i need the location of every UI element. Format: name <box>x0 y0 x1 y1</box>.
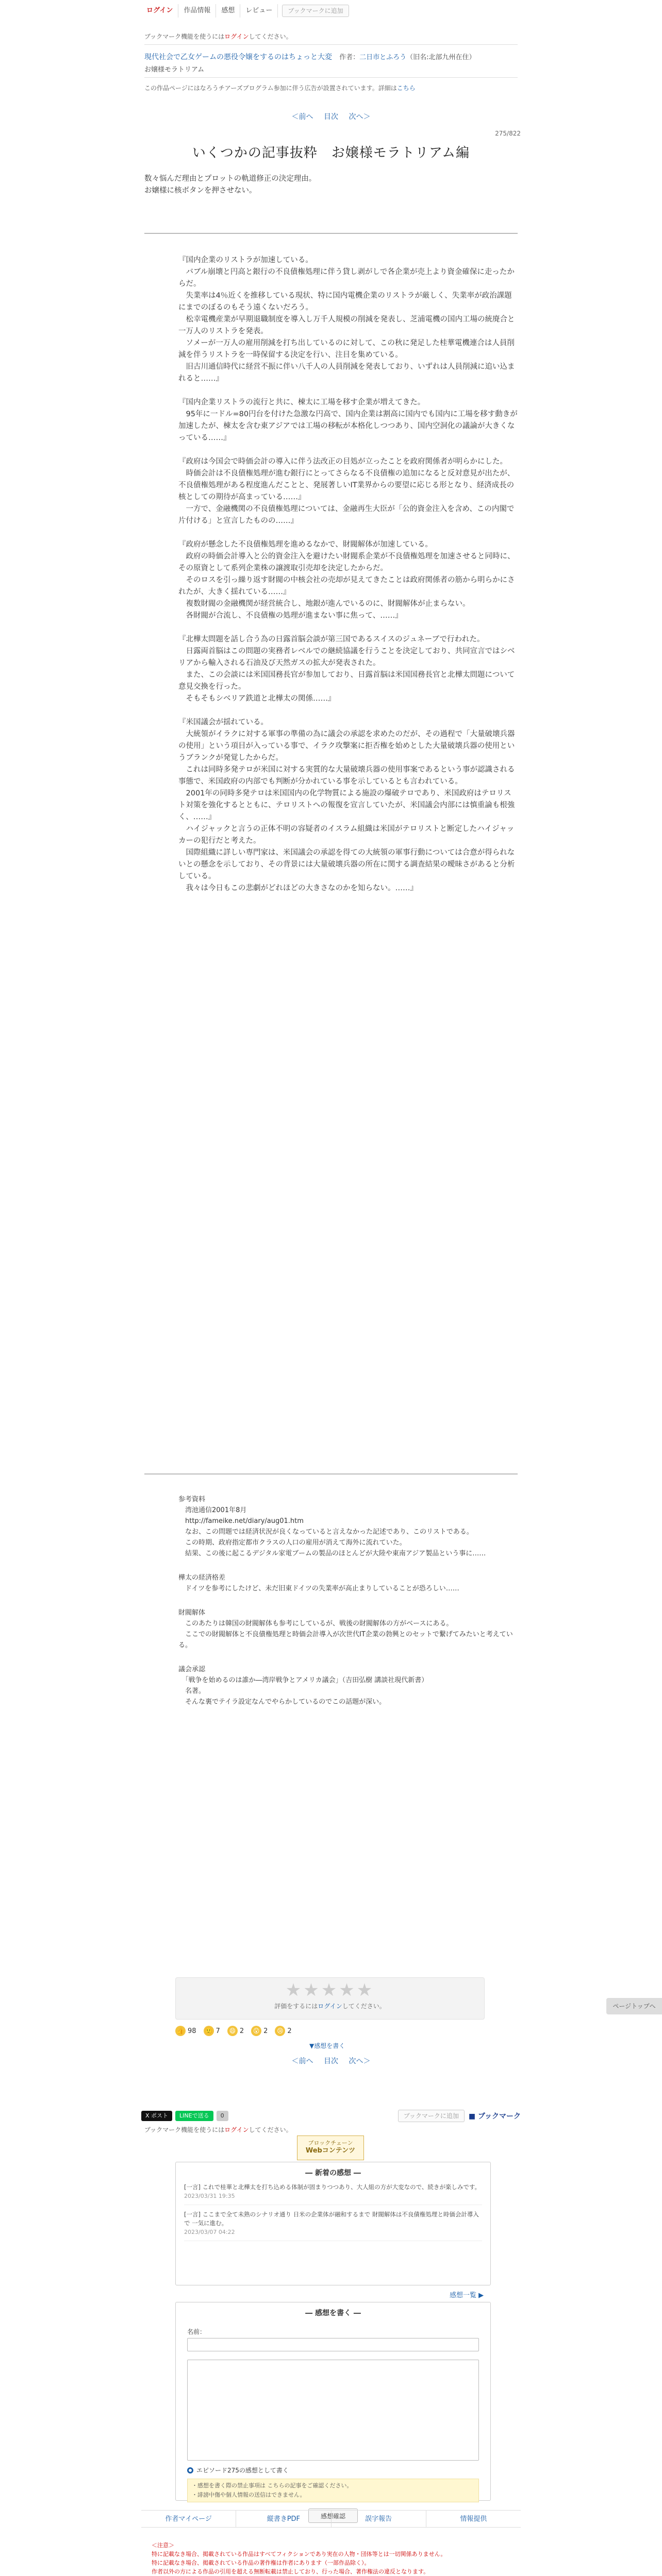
nav-impressions[interactable]: 感想 <box>216 4 240 18</box>
reaction-emoji-icon: 🙂 <box>204 2026 214 2036</box>
notice-block <box>152 2541 517 2576</box>
typo-report-link[interactable]: 誤字報告 <box>332 2511 426 2527</box>
body-paragraph: 一方で、金融機関の不良債権処理については、金融再生大臣が「公的資金注入を含め、この内閣で片付ける」と宣言したものの……』 <box>178 505 515 525</box>
author-page-link[interactable]: 作者マイページ <box>141 2511 236 2527</box>
bookmark-icon: ■ <box>468 2112 476 2121</box>
reaction-button[interactable] <box>175 2026 196 2036</box>
body-paragraph: 大統領がイラクに対する軍事の準備の為に議会の承認を求めたのだが、その過程で「大量破壊兵器の使用」という項目が入っている事で、イラク攻撃案に拒否権を始めとした大量破壊兵器の使用というブランクが発覚したからだ。 <box>178 730 515 762</box>
impression-text: [一言] これで桂華と北樺太を打ち込める体制が固まりつつあり、大人組の方が大変なので、続きが楽しみです。 <box>184 2183 481 2191</box>
name-label: 名前： <box>187 2328 206 2335</box>
blank-line <box>178 444 519 456</box>
reference-line: 結果、この後に起こるデジタル家電ブームの製品のほとんどが大陸や東南アジア製品という事に…… <box>178 1550 486 1557</box>
reaction-button[interactable] <box>251 2026 268 2036</box>
notice-head: ＜注意＞ <box>152 2542 174 2549</box>
body-paragraph: 我々は今日もこの悲劇がどれほどの大きさなのかを知らない。……』 <box>178 884 418 892</box>
notice-line: 特に記載なき場合、掲載されている作品はすべてフィクションであり実在の人物・団体等とは一切関係ありません。 <box>152 2551 446 2557</box>
ad-note <box>144 83 518 92</box>
impressions-title: ― 新着の感想 ― <box>305 2169 361 2177</box>
body-paragraph: また、この会談には米国国務長官が参加しており、日露首脳は米国国務長官と北樺太問題について意見交換を行った。 <box>178 671 515 691</box>
impression-meta: 2023/03/07 04:22 <box>184 2229 235 2235</box>
next-link[interactable]: 次へ＞ <box>349 113 371 121</box>
preface <box>144 173 518 197</box>
reaction-emoji-icon: 😮 <box>251 2026 261 2036</box>
confirm-impression-button[interactable]: 感想確認 <box>308 2509 358 2523</box>
author-label: 作者： <box>339 54 360 61</box>
reaction-emoji-icon: 😢 <box>275 2026 285 2036</box>
prev-link[interactable]: ＜前へ <box>291 2057 313 2065</box>
nav-info[interactable]: 作品情報 <box>178 4 216 18</box>
reference-line: 湾池通信2001年8月 <box>178 1506 247 1514</box>
name-input[interactable] <box>187 2338 479 2351</box>
series-subtitle: お嬢様モラトリアム <box>144 66 205 74</box>
rating-login-link[interactable]: ログイン <box>318 2003 342 2010</box>
rating-note-prefix: 評価をするには <box>274 2003 318 2010</box>
series-header <box>144 52 518 74</box>
radio-selected-icon <box>187 2467 193 2473</box>
share-x-button[interactable]: X ポスト <box>141 2111 172 2121</box>
login-note-suffix: してください。 <box>249 2126 292 2133</box>
ad-note-link[interactable]: こちら <box>396 84 416 92</box>
ad-note-text: この作品ページにはなろうチアーズプログラム参加に伴う広告が設置されています。詳細は <box>144 84 397 92</box>
share-row <box>141 2109 521 2123</box>
toc-link[interactable]: 目次 <box>324 2057 338 2065</box>
body-paragraph: 旧古川通信時代に経営不振に伴い八千人の人員削減を発表しており、いずれは人員削減に追い込まれると……』 <box>178 363 515 383</box>
write-title: ― 感想を書く ― <box>305 2309 361 2317</box>
body-paragraph: 『米国議会が揺れている。 <box>178 718 268 726</box>
author-link[interactable]: 二日市とふろう <box>359 54 407 61</box>
references-heading: 参考資料 <box>178 1496 206 1503</box>
login-note-suffix: してください。 <box>249 33 292 40</box>
bookmark-add-button[interactable]: ブックマークに追加 <box>282 5 349 17</box>
impression-textarea[interactable] <box>187 2360 479 2461</box>
reaction-count: 98 <box>188 2027 196 2035</box>
reference-line: なお、この問題では経済状況が良くなっていると言えなかった記述であり、このリストである。 <box>178 1528 473 1536</box>
vertical-pdf-link[interactable]: 縦書きPDF <box>236 2511 331 2527</box>
impression-item[interactable] <box>184 2210 482 2241</box>
share-line-button[interactable]: LINEで送る <box>175 2111 213 2121</box>
pager-top <box>144 111 518 122</box>
body-paragraph: そのロスを引っ繰り返す財閥の中核会社の売却が見えてきたことは政府関係者の筋から明らかにされたが、大きく揺れている……』 <box>178 576 515 596</box>
login-note-prefix: ブックマーク機能を使うには <box>144 2126 225 2133</box>
preface-line: 数々悩んだ理由とプロットの軌道修正の決定理由。 <box>144 175 317 183</box>
impression-item[interactable] <box>184 2183 482 2205</box>
guide-line: ・感想を書く際の禁止事項は こちらの記事をご確認ください。 <box>192 2482 353 2489</box>
rating-note-suffix: してください。 <box>342 2003 386 2010</box>
reaction-button[interactable] <box>204 2026 220 2036</box>
body-paragraph: 『国内企業のリストラが加速している。 <box>178 256 313 264</box>
guide-line: ・誹謗中傷や個人情報の送信はできません。 <box>192 2492 306 2498</box>
notice-line: 作者以外の方による作品の引用を超える無断転載は禁止しており、行った場合、著作権法の違反となります。 <box>152 2568 429 2575</box>
login-note-prefix: ブックマーク機能を使うには <box>144 33 225 40</box>
body-paragraph: 『国内企業リストラの流行と共に、棟太に工場を移す企業が増えてきた。 <box>178 398 425 406</box>
blockchain-content-logo[interactable] <box>297 2136 364 2160</box>
blank-line <box>178 385 519 397</box>
body-paragraph: 各財閥が合流し、不良債権の処理が進まない事に焦って、……』 <box>178 612 403 620</box>
references-list <box>178 1505 519 1559</box>
body-paragraph: 95年に一ドル=80円台を付けた急激な円高で、国内企業は割高に国内でも国内に工場を移す動きが加速したが、棟太を含む東アジアでは工場の移転が本格化しつつあり、国内空洞化の議論が大きくなっている……』 <box>178 410 518 442</box>
impression-text: [一言] ここまで全て未熟のシナリオ通り 日米の企業体が融和するまで 財閥解体は不良債権処理と時価会計導入で 一気に進む。 <box>184 2211 479 2227</box>
reaction-count: 2 <box>287 2027 292 2035</box>
reaction-count: 7 <box>216 2027 220 2035</box>
body-paragraph: これは同時多発テロが米国に対する実質的な大量破壊兵器の使用事案であるという事が認識される事態で、米国政府の内部でも判断が分かれている事を示しているとも言われている。 <box>178 766 515 786</box>
bookmark-add-button[interactable]: ブックマークに追加 <box>398 2110 465 2122</box>
body-paragraph: そもそもシベリア鉄道と北樺太の関係……』 <box>178 694 336 703</box>
episode-body <box>178 255 519 894</box>
rating-stars[interactable]: ★★★★★ <box>285 1980 375 2001</box>
login-note <box>144 2125 518 2134</box>
bookmark-label: ブックマーク <box>477 2112 521 2121</box>
body-paragraph: 松幸電機産業が早期退職制度を導入し万千人規模の削減を発表し、芝浦電機の国内工場の統廃合と一万人のリストラを発表。 <box>178 315 515 335</box>
radio-label: エピソード275の感想として書く <box>196 2467 289 2474</box>
prev-link[interactable]: ＜前へ <box>291 113 313 121</box>
reaction-button[interactable] <box>275 2026 291 2036</box>
reaction-count: 2 <box>239 2027 244 2035</box>
reference-line: http://fameike.net/diary/aug01.htm <box>178 1517 304 1525</box>
body-paragraph: 国際組織に詳しい専門家は、米国議会の承認を得ての大統領の軍事行動については合意が得られないとの懸念を示しており、その背景には大量破壊兵器の所在に関する調査結果の曖昧さがあると分析している。 <box>178 849 515 880</box>
logo-line: ブロックチェーン <box>308 2140 353 2146</box>
divider <box>144 44 518 45</box>
nav-review[interactable]: レビュー <box>240 4 278 18</box>
episode-radio[interactable] <box>187 2466 490 2475</box>
body-paragraph: 『政府は今国会で時価会計の導入に伴う法改正の目処が立ったことを政府関係者が明らかにした。 <box>178 457 507 466</box>
body-paragraph: 『北樺太問題を話し合う為の日露首脳会談が第三国であるスイスのジュネーブで行われた。 <box>178 635 485 643</box>
blank-line <box>178 705 519 717</box>
reference-line: この時期、政府指定都市クラスの人口の雇用が消えて海外に流れていた。 <box>178 1539 406 1547</box>
separator <box>144 1473 518 1475</box>
note-text: 「戦争を始めるのは誰か―湾岸戦争とアメリカ議会」（吉田弘樹 講談社現代新書） 名著。 そんな裏でテイラ設定なんでやらかしているのでこの話題が深い。 <box>185 1676 428 1706</box>
series-title[interactable]: 現代社会で乙女ゲームの悪役令嬢をするのはちょっと大変 <box>144 53 332 61</box>
guideline-box <box>187 2479 479 2502</box>
reaction-bar <box>175 2026 292 2036</box>
next-link[interactable]: 次へ＞ <box>349 2057 371 2065</box>
top-navigation <box>141 3 349 19</box>
login-note-link[interactable]: ログイン <box>224 2126 249 2133</box>
logo-line: Webコンテンツ <box>305 2147 356 2155</box>
notes-list <box>178 1572 519 1707</box>
login-link[interactable]: ログイン <box>141 4 178 18</box>
bottom-link-row <box>141 2510 521 2528</box>
blank-line <box>178 622 519 634</box>
rating-box <box>175 1977 485 2020</box>
info-report-link[interactable]: 情報提供 <box>460 2515 487 2523</box>
reaction-emoji-icon: 😄 <box>227 2026 238 2036</box>
impression-meta: 2023/03/31 19:35 <box>184 2193 235 2199</box>
latest-impressions <box>175 2162 491 2285</box>
reaction-count: 2 <box>263 2027 268 2035</box>
afterword <box>178 1494 519 1707</box>
toc-link[interactable]: 目次 <box>324 113 338 121</box>
body-paragraph: 複数財閥の金融機関が経営統合し、地銀が進んでいるのに、財閥解体が止まらない。 <box>178 600 470 608</box>
bookmark-link[interactable] <box>469 2111 521 2121</box>
body-paragraph: 『政府が懸念した不良債権処理を進めるなかで、財閥解体が加速している。 <box>178 540 433 549</box>
impressions-list-link[interactable]: 感想一覧 ▶ <box>450 2292 484 2299</box>
body-paragraph: 失業率は4％近くを推移している現状、特に国内電機企業のリストラが厳しく、失業率が政治課題にまでのぼるのもそう遠くないだろう。 <box>178 292 512 312</box>
body-paragraph: バブル崩壊と円高と銀行の不良債権処理に伴う貸し剥がしで各企業が売上より資金確保に走ったからだ。 <box>178 268 515 288</box>
pager-bottom <box>144 2056 518 2066</box>
body-paragraph: 2001年の同時多発テロは米国国内の化学物質による施設の爆破テロであり、米国政府はテロリスト対策を強化するとともに、テロリストへの報復を宣言していたが、米国議会内部には慎重論も根強く、……』 <box>178 789 515 821</box>
note-text: このあたりは韓国の財閥解体も参考にしているが、戦後の財閥解体の方がベースにある。 ここでの財閥解体と不良債権処理と時価会計導入が次世代IT企業の勃興とのセットで繋げてみたいと考えている。 <box>178 1620 513 1649</box>
note-heading: 樺太の経済格差 <box>178 1574 226 1582</box>
reaction-emoji-icon: 👍 <box>175 2026 186 2036</box>
reaction-button[interactable] <box>227 2026 244 2036</box>
note-text: ドイツを参考にしたけど、未だ旧東ドイツの失業率が高止まりしていることが恐ろしい…… <box>178 1585 459 1592</box>
divider <box>144 77 518 78</box>
page-top-tab[interactable]: ページトップへ <box>606 1998 662 2014</box>
login-note <box>144 32 518 41</box>
login-note-link[interactable]: ログイン <box>224 33 249 40</box>
body-paragraph: ハイジャックと言うの正体不明の容疑者のイスラム組織は米国がテロリストと断定したハイジャッカーの犯行だと考えた。 <box>178 825 515 845</box>
episode-title: いくつかの記事抜粋 お嬢様モラトリアム編 <box>192 145 470 161</box>
body-paragraph: 政府の時価会計導入と公的資金注入を避けたい財閥系企業が不良債権処理を加速させると同時に、その原資として系列企業株の譲渡取引売却を決定したからだ。 <box>178 552 515 572</box>
blank-line <box>178 527 519 539</box>
separator <box>144 233 518 234</box>
notice-line: 特に記載なき場合、掲載されている作品の著作権は作者にあります（一部作品除く）。 <box>152 2560 370 2566</box>
body-paragraph: 時価会計は不良債権処理が進む銀行にとってさらなる不良債権の追加になると反対意見が出たが、不良債権処理がある程度進んだことと、発展著しいIT業界からの要望に応じる形となり、経済成長の核としての期待が高まっている……』 <box>178 469 515 501</box>
share-count: 0 <box>217 2111 228 2121</box>
preface-line: お嬢様に核ボタンを押させない。 <box>144 187 257 195</box>
note-heading: 財閥解体 <box>178 1609 206 1617</box>
episode-number: 275/822 <box>495 130 521 137</box>
body-paragraph: ソメーが一万人の雇用削減を打ち出しているのに対して、この秋に発足した桂華電機連合は人員削減を伴うリストラを一時保留する決定を行い、注目を集めている。 <box>178 339 515 359</box>
note-heading: 議会承認 <box>178 1666 206 1673</box>
more-reactions-link[interactable]: ▼感想を書く <box>309 2042 345 2049</box>
body-paragraph: 日露両首脳はこの問題の実務者レベルでの継続協議を行うことを決定しており、共同宣言ではシベリアから輸入される石油及び天然ガスの拡大が発表された。 <box>178 647 515 667</box>
author-note: （旧名:北部九州在住） <box>406 54 476 61</box>
